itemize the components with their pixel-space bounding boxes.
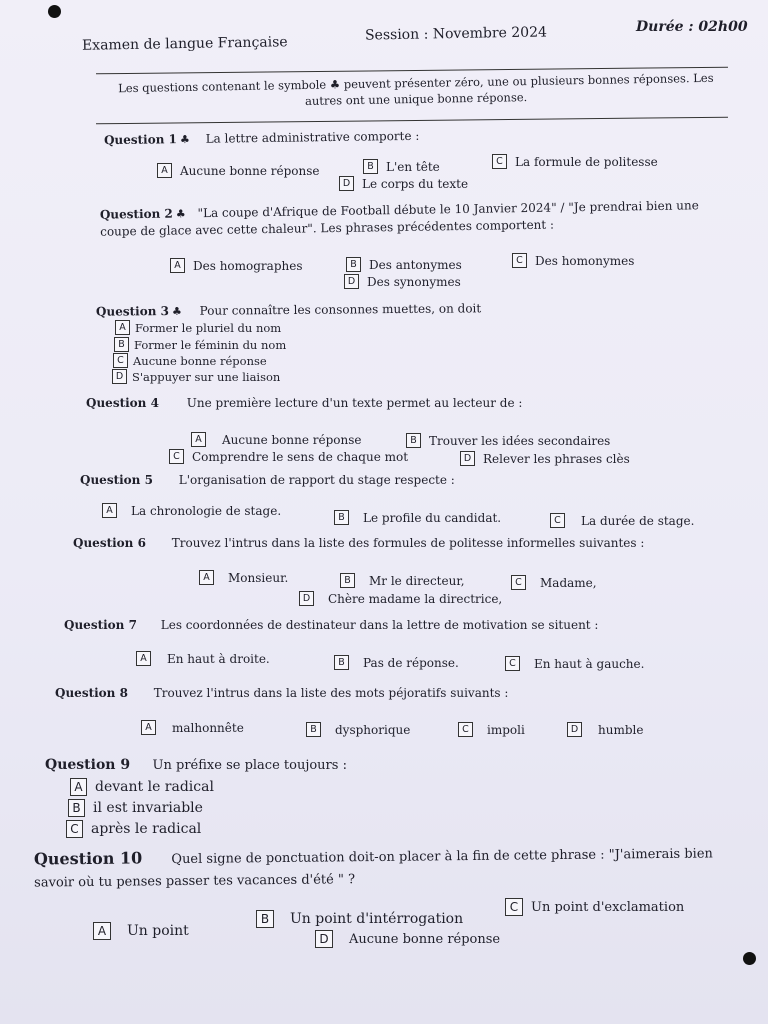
option-a[interactable] [115,320,281,335]
option-a[interactable] [102,503,281,518]
checkbox-b[interactable]: B [346,257,361,272]
option-text: dysphorique [335,722,411,737]
checkbox-c[interactable]: C [458,722,473,737]
checkbox-c[interactable]: C [505,898,523,916]
checkbox-a[interactable]: A [199,570,214,585]
option-a[interactable] [93,922,189,940]
option-c[interactable] [113,353,267,368]
option-text: Un point [127,923,189,939]
checkbox-b[interactable]: B [256,910,274,928]
question-label: Question 5 [80,473,153,487]
option-b[interactable] [68,799,203,817]
question-text: Quel signe de ponctuation doit-on placer à la fin de cette phrase : "J'aimerais bien [171,846,713,868]
option-b[interactable] [340,573,465,588]
checkbox-a[interactable]: A [141,720,156,735]
option-a[interactable] [157,163,320,178]
option-b[interactable] [256,910,463,928]
checkbox-c[interactable]: C [492,154,507,169]
option-a[interactable] [136,651,270,666]
question-6 [73,536,644,550]
option-d[interactable] [299,591,502,606]
checkbox-d[interactable]: D [344,274,359,289]
checkbox-b[interactable]: B [406,433,421,448]
option-c[interactable] [505,898,684,916]
checkbox-a[interactable]: A [170,258,185,273]
question-text: Un préfixe se place toujours : [152,758,347,773]
checkbox-c[interactable]: C [66,820,83,838]
option-b[interactable] [334,510,501,525]
question-text: "La coupe d'Afrique de Football débute le 10 Janvier 2024" / "Je prendrai bien une [197,198,699,221]
checkbox-a[interactable]: A [191,432,206,447]
club-icon: ♣ [179,133,190,147]
option-c[interactable] [66,820,201,838]
option-c[interactable] [550,513,694,528]
option-d[interactable] [344,274,461,289]
question-1 [104,129,420,147]
option-text: Des synonymes [367,274,461,289]
session-label: Session : Novembre 2024 [364,24,548,44]
checkbox-a[interactable]: A [157,163,172,178]
checkbox-d[interactable]: D [299,591,314,606]
question-9 [45,757,347,773]
option-c[interactable] [458,722,525,737]
option-a[interactable] [70,778,214,796]
checkbox-c[interactable]: C [550,513,565,528]
question-text: La lettre administrative comporte : [205,128,420,146]
option-c[interactable] [169,449,408,464]
option-a[interactable] [141,720,244,735]
option-b[interactable] [306,722,410,737]
exam-title: Examen de langue Française [81,34,288,54]
option-b[interactable] [406,433,610,448]
option-text: devant le radical [95,779,214,795]
club-icon: ♣ [171,304,182,319]
notice-line-2: autres ont une unique bonne réponse. [304,90,528,108]
option-text: il est invariable [93,800,203,816]
notice-line-1: Les questions contenant le symbole ♣ peuvent présenter zéro, une ou plusieurs bonnes réponses. Les [118,70,714,96]
option-text: Des antonymes [369,257,462,272]
checkbox-d[interactable]: D [339,176,354,191]
duration-label: Durée : 02h00 [636,19,748,35]
question-10 [34,841,713,894]
option-text: Le corps du texte [362,176,469,191]
option-text: Des homonymes [535,253,635,268]
option-d[interactable] [315,930,500,948]
option-b[interactable] [346,257,462,272]
option-d[interactable] [112,369,280,384]
option-text: Former le féminin du nom [134,337,287,352]
option-text: Des homographes [193,258,303,273]
checkbox-b[interactable]: B [68,799,85,817]
club-icon: ♣ [175,207,186,221]
option-a[interactable] [191,432,362,447]
checkbox-b[interactable]: B [306,722,321,737]
option-d[interactable] [460,451,630,466]
option-text: Mr le directeur, [369,573,465,588]
option-text: après le radical [91,821,202,837]
option-d[interactable] [567,722,643,737]
option-text: Aucune bonne réponse [222,432,362,447]
option-b[interactable] [334,655,459,670]
option-text: Pas de réponse. [363,655,459,670]
option-text: Aucune bonne réponse [180,163,320,178]
option-text: Madame, [540,575,597,590]
option-text: La durée de stage. [581,513,695,528]
option-text: La formule de politesse [515,154,658,169]
question-text: Trouvez l'intrus dans la liste des mots péjoratifs suivants : [153,686,509,700]
question-label: Question 10 [33,848,143,869]
question-label: Question 3 [95,304,170,319]
option-c[interactable] [492,154,658,169]
question-text: L'organisation de rapport du stage respecte : [178,473,455,487]
checkbox-b[interactable]: B [363,159,378,174]
option-text: Former le pluriel du nom [135,320,282,335]
checkbox-c[interactable]: C [512,253,527,268]
question-5 [80,473,455,487]
option-text: malhonnête [172,720,244,735]
question-text-continued: savoir où tu penses passer tes vacances d'été " ? [34,872,356,891]
option-text: impoli [487,722,525,737]
question-7 [64,618,598,632]
question-text: Trouvez l'intrus dans la liste des formules de politesse informelles suivantes : [171,536,645,550]
option-text: Aucune bonne réponse [349,931,501,947]
option-a[interactable] [170,258,303,273]
question-4 [86,396,522,410]
checkbox-c[interactable]: C [511,575,526,590]
option-text: Relever les phrases clès [483,451,630,466]
checkbox-b[interactable]: B [114,337,129,352]
question-text: Pour connaître les consonnes muettes, on doit [199,301,482,318]
option-b[interactable] [114,337,286,352]
option-text: Aucune bonne réponse [133,353,267,368]
option-text: La chronologie de stage. [131,503,282,518]
option-text: Le profile du candidat. [363,510,502,525]
header-rule [96,117,728,125]
checkbox-b[interactable]: B [334,510,349,525]
option-text: S'appuyer sur une liaison [132,369,281,384]
option-text: Un point d'intérrogation [290,911,464,927]
question-label: Question 6 [73,536,146,550]
question-3 [96,301,481,318]
question-text: Une première lecture d'un texte permet au lecteur de : [186,396,523,410]
checkbox-b[interactable]: B [334,655,349,670]
checkbox-c[interactable]: C [169,449,184,464]
checkbox-a[interactable]: A [70,778,87,796]
option-text: En haut à gauche. [534,656,645,671]
question-label: Question 7 [64,618,137,632]
checkbox-c[interactable]: C [505,656,520,671]
checkbox-a[interactable]: A [93,922,111,940]
checkbox-d[interactable]: D [315,930,333,948]
question-label: Question 1 [103,132,178,148]
question-label: Question 8 [55,686,128,700]
question-label: Question 4 [86,396,159,410]
checkbox-c[interactable]: C [113,353,128,368]
option-c[interactable] [512,253,634,268]
question-text-continued: coupe de glace avec cette chaleur". Les phrases précédentes comportent : [100,217,555,239]
option-text: En haut à droite. [167,651,270,666]
option-text: Trouver les idées secondaires [429,433,611,448]
checkbox-d[interactable]: D [460,451,475,466]
question-8 [55,686,508,700]
option-text: Comprendre le sens de chaque mot [192,449,409,464]
option-c[interactable] [511,575,597,590]
checkbox-d[interactable]: D [567,722,582,737]
option-c[interactable] [505,656,644,671]
option-a[interactable] [199,570,288,585]
checkbox-a[interactable]: A [136,651,151,666]
option-b[interactable] [363,159,440,174]
checkbox-d[interactable]: D [112,369,127,384]
punch-hole-dot [743,952,756,965]
question-label: Question 2 [99,206,173,222]
option-text: Chère madame la directrice, [328,591,503,606]
instructions-notice [96,69,736,112]
checkbox-a[interactable]: A [115,320,130,335]
punch-hole-dot [48,5,61,18]
question-text: Les coordonnées de destinateur dans la lettre de motivation se situent : [160,618,599,632]
option-text: Monsieur. [228,570,289,585]
question-label: Question 9 [45,757,131,773]
checkbox-b[interactable]: B [340,573,355,588]
option-d[interactable] [339,176,468,191]
option-text: L'en tête [386,159,440,174]
question-2 [100,197,699,239]
option-text: Un point d'exclamation [531,899,685,915]
checkbox-a[interactable]: A [102,503,117,518]
option-text: humble [598,722,644,737]
